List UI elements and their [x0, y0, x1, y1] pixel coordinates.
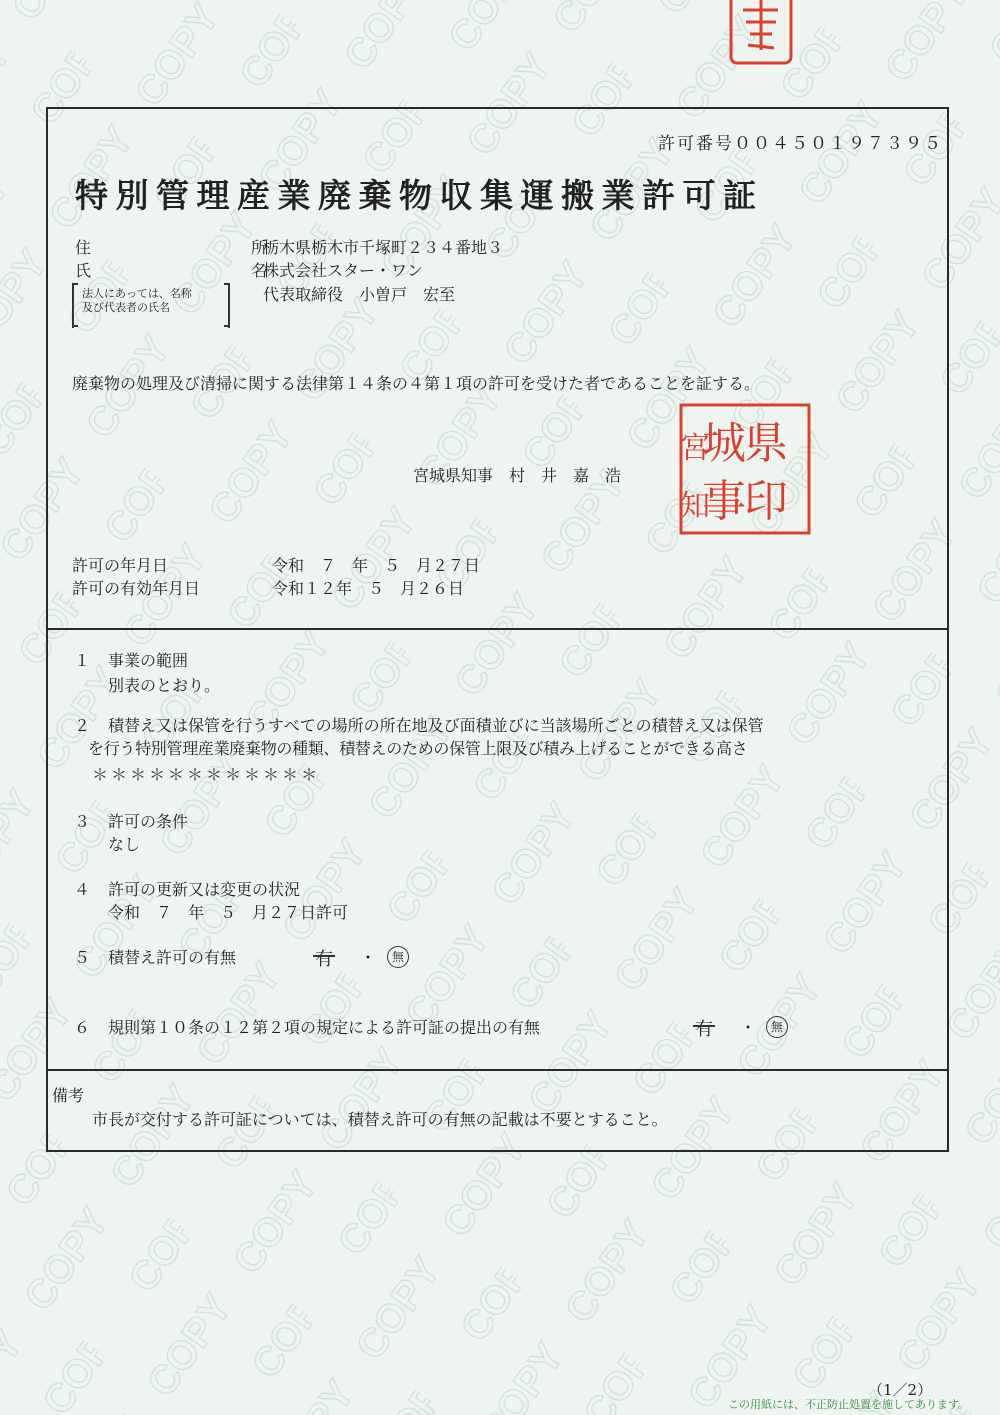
item-3-title: 許可の条件 — [108, 812, 189, 831]
seal-char: 印 — [744, 476, 788, 527]
anti-fraud-note: この用紙には、不正防止処置を施してあります。 — [728, 1398, 970, 1411]
item-2-line-3: ＊＊＊＊＊＊＊＊＊＊＊＊ — [92, 765, 321, 784]
item-6-no-circled: 無 — [766, 1016, 788, 1038]
item-1-title: 事業の範囲 — [108, 651, 189, 670]
item-6-separator: ・ — [740, 1018, 757, 1037]
item-2-number: ２ — [74, 716, 91, 735]
seal-char: 知 — [680, 489, 710, 524]
item-4-title: 許可の更新又は変更の状況 — [108, 880, 301, 899]
certification-statement: 廃棄物の処理及び清掃に関する法律第１４条の４第１項の許可を受けた者であることを証する。 — [72, 374, 761, 393]
item-5-yes-struck: 有 — [315, 945, 333, 971]
item-5-separator: ・ — [360, 948, 377, 967]
item-5-title: 積替え許可の有無 — [108, 948, 237, 967]
item-4-number: ４ — [74, 880, 91, 899]
upper-section-divider — [48, 628, 947, 630]
seal-char: 県 — [744, 418, 788, 469]
note-line-1: 法人にあっては、名称 — [82, 287, 192, 300]
seal-char: 宮 — [680, 431, 710, 466]
address-value: 栃木県栃木市千塚町２３４番地３ — [263, 238, 504, 257]
item-6-number: ６ — [74, 1018, 91, 1037]
item-1-number: １ — [74, 651, 91, 670]
issuer-name: 宮城県知事 村 井 嘉 浩 — [413, 466, 622, 485]
note-line-2: 及び代表者の氏名 — [82, 301, 170, 314]
corporate-name-note — [72, 284, 230, 328]
name-value: 株式会社スター・ワン — [263, 261, 424, 280]
page-indicator: （1／2） — [868, 1381, 933, 1399]
item-2-line-2: を行う特別管理産業廃棄物の種類、積替えのための保管上限及び積み上げることができる高さ — [88, 739, 748, 758]
permit-date-value: 令和 ７ 年 ５ 月２７日 — [272, 556, 481, 575]
remarks-divider — [48, 1069, 947, 1071]
item-5-no-circled: 無 — [387, 946, 409, 968]
item-6-title: 規則第１０条の１２第２項の規定による許可証の提出の有無 — [108, 1018, 541, 1037]
remarks-label: 備考 — [52, 1086, 85, 1105]
expiry-date-value: 令和１２年 ５ 月２６日 — [272, 579, 465, 598]
expiry-date-label: 許可の有効年月日 — [72, 579, 201, 598]
document-title: 特別管理産業廃棄物収集運搬業許可証 — [75, 176, 764, 215]
governor-seal — [678, 402, 812, 536]
remarks-text: 市長が交付する許可証については、積替え許可の有無の記載は不要とすること。 — [92, 1110, 668, 1129]
item-2-line-1: 積替え又は保管を行うすべての場所の所在地及び面積並びに当該場所ごとの積替え又は保管 — [108, 716, 764, 735]
item-5-number: ５ — [74, 948, 91, 967]
item-1-body: 別表のとおり。 — [108, 676, 221, 695]
seal-char: 城 — [702, 418, 746, 469]
item-3-number: ３ — [74, 812, 91, 831]
permit-number: 許可番号００４５０１９７３９５ — [658, 134, 943, 154]
permit-date-label: 許可の年月日 — [72, 556, 169, 575]
name-label: 氏 名 — [75, 261, 268, 280]
representative-value: 代表取締役 小曽戸 宏至 — [263, 285, 456, 304]
address-label: 住 所 — [75, 238, 268, 257]
item-4-body: 令和 ７ 年 ５ 月２７日許可 — [108, 903, 349, 922]
item-6-yes-struck: 有 — [695, 1015, 713, 1041]
seal-char: 事 — [702, 476, 746, 527]
item-3-body: なし — [108, 835, 141, 854]
top-seal-stamp — [728, 0, 794, 70]
